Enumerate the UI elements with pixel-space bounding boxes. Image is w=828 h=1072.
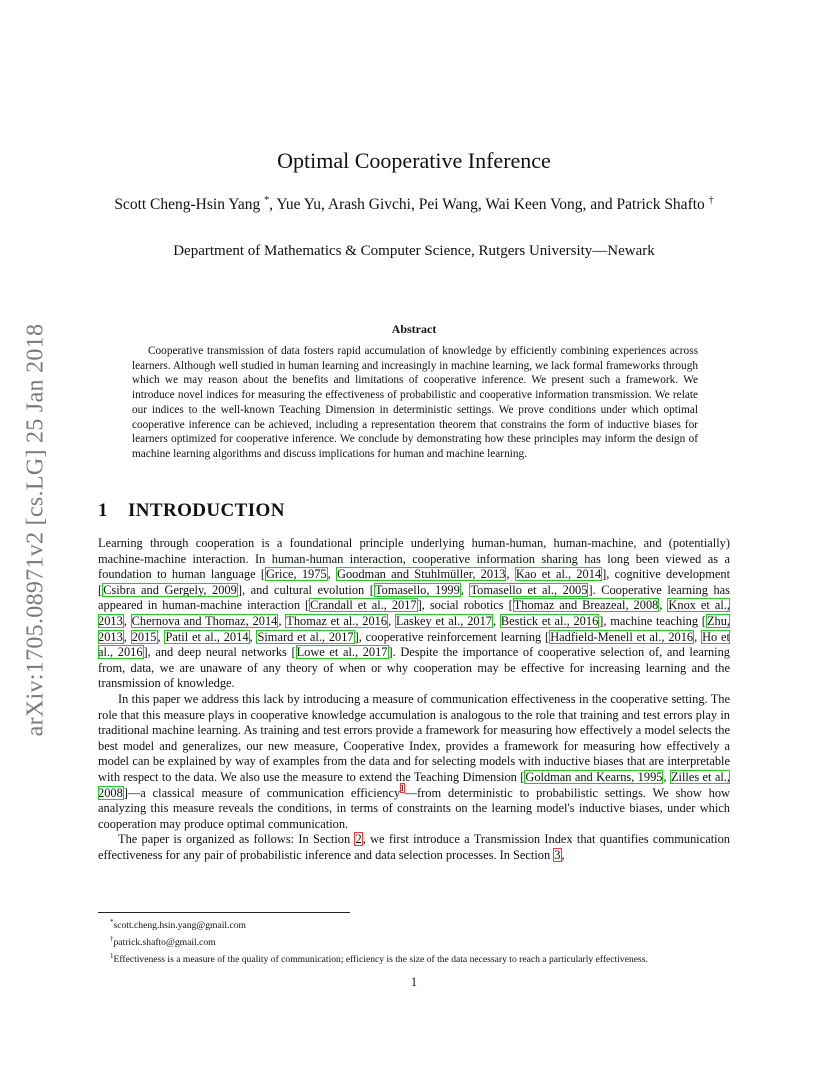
citation-link[interactable]: Goodman and Stuhlmüller, 2013 [337, 567, 506, 582]
citation-link[interactable]: Simard et al., 2017 [257, 629, 354, 644]
text-run: , [388, 613, 395, 628]
page-number: 1 [410, 975, 418, 989]
abstract-heading: Abstract [391, 322, 437, 336]
authors-text-1: Scott Cheng-Hsin Yang [114, 196, 265, 214]
footnote-text: Effectiveness is a measure of the quality of communication; efficiency is the size of the data necessary to reach a particularly effectiveness. [113, 953, 648, 965]
author-list [100, 191, 728, 214]
citation-link[interactable]: 2015 [131, 629, 157, 644]
text-run: , [659, 598, 668, 613]
text-run: ], cognitive development [ [98, 567, 731, 597]
arxiv-id: arXiv:1705.08971v2 [cs.LG] 25 Jan 2018 [22, 323, 49, 737]
text-run: In this paper we address this lack by introducing a measure of communication effectiveness in the cooperative setting. The role that this measure plays in cooperative knowledge accumulation is analogous to the role that training and test errors play in traditional machine learning. As training and test errors provide a framework for measuring how effectively a model selects the best model and generalizes, our new measure, Cooperative Index, provides a framework for measuring how effectively a model can be explained by way of examples from the data and for selecting models with inductive biases that are interpretable with respect to the data. We also use the measure to extend the Teaching Dimension [ [98, 691, 730, 784]
section-number: 1 [98, 500, 108, 521]
text-run: ]. Cooperative learning has appeared in human-machine interaction [ [98, 582, 730, 613]
footnote-3 [98, 950, 730, 967]
citation-link[interactable]: Tomasello et al., 2005 [470, 582, 588, 597]
text-run: Learning through cooperation is a foundational principle underlying human-human, human-machine, and (potentially) machine-machine interaction. In human-human interaction, cooperative information sharing has long been viewed as a foundation to human language [ [98, 536, 730, 582]
text-run: The paper is organized as follows: In Section [118, 832, 355, 847]
section-ref-link[interactable]: 3 [554, 847, 561, 862]
paragraph-1 [98, 536, 730, 692]
citation-link[interactable]: Goldman and Kearns, 1995 [525, 769, 663, 784]
footnotes [98, 916, 730, 966]
text-run: , [327, 567, 337, 582]
section-heading [98, 500, 285, 522]
affiliation: Department of Mathematics & Computer Science, Rutgers University—Newark [173, 243, 655, 259]
citation-link[interactable]: Knox et al., 2013 [98, 598, 730, 628]
section-ref-link[interactable]: 2 [355, 832, 362, 847]
text-run: , [663, 769, 670, 784]
text-run: ], and deep neural networks [ [143, 645, 296, 660]
text-run: , [460, 582, 470, 597]
citation-link[interactable]: Csibra and Gergely, 2009 [103, 582, 237, 597]
citation-link[interactable]: Chernova and Thomaz, 2014 [131, 613, 278, 628]
text-run: ], social robotics [ [417, 598, 513, 613]
text-run: , [561, 847, 565, 862]
paragraph-2 [98, 692, 730, 832]
arxiv-watermark [12, 300, 60, 760]
citation-link[interactable]: Bestick et al., 2016 [500, 613, 599, 628]
citation-link[interactable]: Kao et al., 2014 [515, 567, 602, 582]
text-run: , [506, 567, 515, 582]
text-run: , we first introduce a Transmission Index that quantifies communication effectiveness for any pair of probabilistic inference and data selection processes. In Section [98, 832, 731, 862]
text-run: , [123, 613, 131, 628]
text-run: ], and cultural evolution [ [237, 582, 374, 597]
footnote-text: patrick.shafto@gmail.com [113, 936, 216, 948]
citation-link[interactable]: Zilles et al., 2008 [98, 769, 730, 800]
footnote-1 [98, 916, 730, 933]
citation-link[interactable]: Laskey et al., 2017 [395, 613, 492, 628]
text-run: ]. Despite the importance of cooperative selection of, and learning from, data, we are unaware of any theory of when or why cooperation may be effective for increasing learning and the transmission of knowledge. [98, 645, 730, 691]
citation-link[interactable]: Lowe et al., 2017 [296, 645, 388, 660]
text-run: , [123, 629, 131, 644]
citation-link[interactable]: Hadfield-Menell et al., 2016 [550, 629, 694, 644]
footnote-2 [98, 933, 730, 950]
text-run: ]—a classical measure of communication efficiency [123, 785, 401, 800]
citation-link[interactable]: Zhu, 2013 [98, 613, 730, 644]
footnote-mark: 1 [110, 951, 114, 960]
text-run: ], cooperative reinforcement learning [ [354, 629, 550, 644]
citation-link[interactable]: Thomaz et al., 2016 [286, 613, 388, 628]
text-run: , [278, 613, 286, 628]
footnote-mark: * [110, 918, 114, 926]
citation-link[interactable]: Tomasello, 1999 [374, 582, 460, 597]
text-run: ], machine teaching [ [599, 613, 706, 628]
section-title: INTRODUCTION [128, 500, 285, 521]
text-run: , [694, 629, 702, 644]
citation-link[interactable]: Ho et al., 2016 [98, 629, 730, 660]
text-run: , [249, 629, 257, 644]
footnote-ref-link[interactable]: 1 [400, 783, 405, 794]
footnote-text: scott.cheng.hsin.yang@gmail.com [113, 920, 246, 932]
citation-link[interactable]: Grice, 1975 [265, 567, 327, 582]
citation-link[interactable]: Thomaz and Breazeal, 2008 [513, 598, 659, 613]
text-run: —from deterministic to probabilistic settings. We show how analyzing this measure reveals the conditions, in terms of constraints on the learning model's inductive biases, under which cooperation may produce optimal communication. [98, 785, 730, 831]
abstract-text: Cooperative transmission of data fosters rapid accumulation of knowledge by efficiently combining experiences across learners. Although well studied in human learning and increasingly in machine learning, we lack formal frameworks through which we may reason about the benefits and limitations of cooperative inference. We present such a framework. We introduce novel indices for measuring the effectiveness of probabilistic and cooperative information transmission. We relate our indices to the well-known Teaching Dimension in deterministic settings. We prove conditions under which optimal cooperative inference can be achieved, including a representation theorem that constrains the form of inductive biases for learners optimized for cooperative inference. We conclude by demonstrating how these principles may inform the design of machine learning algorithms and discuss implications for human and machine learning. [132, 345, 698, 460]
footnote-mark: † [110, 934, 114, 943]
citation-link[interactable]: Patil et al., 2014 [165, 629, 249, 644]
text-run: , [492, 613, 500, 628]
paper-title: Optimal Cooperative Inference [277, 148, 551, 173]
citation-link[interactable]: Crandall et al., 2017 [310, 598, 417, 613]
text-run: , [157, 629, 165, 644]
authors-text-2: , Yue Yu, Arash Givchi, Pei Wang, Wai Keen Vong, and Patrick Shafto [269, 196, 709, 214]
footnote-divider [98, 912, 350, 913]
author-mark-1[interactable]: * [264, 195, 270, 206]
author-mark-2[interactable]: † [708, 195, 714, 206]
paragraph-3 [98, 832, 730, 863]
body-text [98, 536, 730, 863]
